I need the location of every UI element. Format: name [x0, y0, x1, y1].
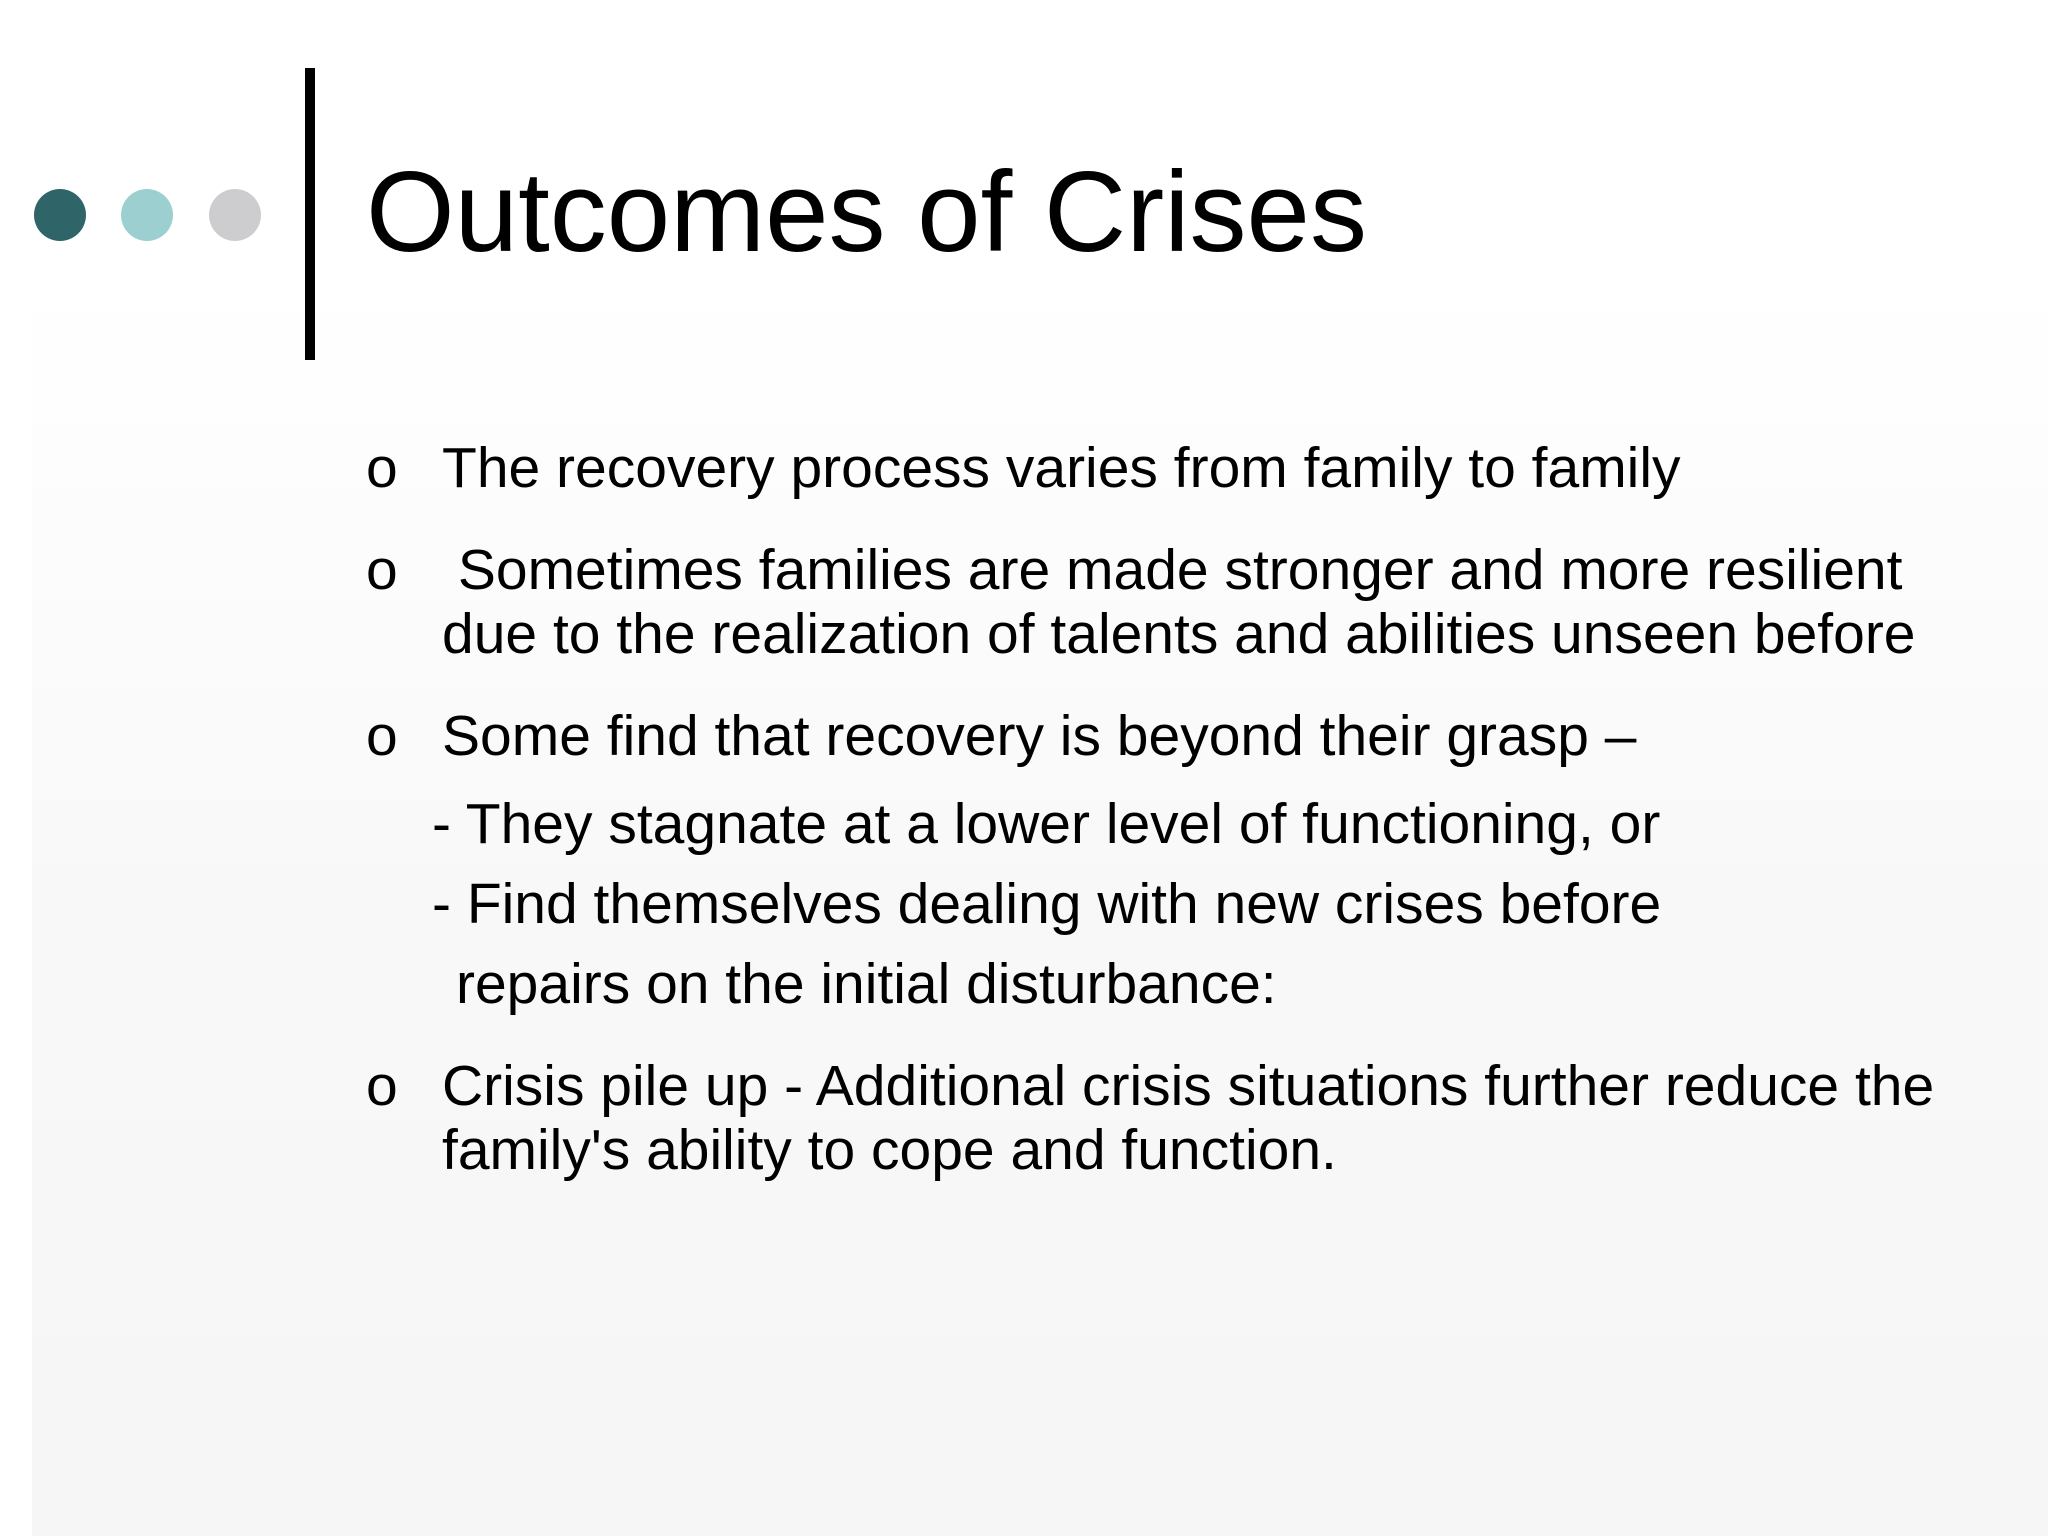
slide-title: Outcomes of Crises — [366, 149, 1367, 276]
bullet-item-recovery-beyond-grasp — [366, 704, 1966, 768]
bullet-text: Some find that recovery is beyond their grasp – — [442, 704, 1637, 768]
sub-item-new-crises-continued: repairs on the initial disturbance: — [456, 952, 1277, 1016]
decorative-dot-light-teal — [121, 189, 173, 241]
sub-item-new-crises: - Find themselves dealing with new crises before — [432, 872, 1662, 936]
bullet-item-crisis-pile-up — [366, 1054, 1966, 1182]
bullet-text: The recovery process varies from family to family — [442, 436, 1681, 500]
bullet-item-recovery-process — [366, 436, 1966, 500]
decorative-dot-gray — [209, 189, 261, 241]
title-divider-line — [305, 68, 315, 360]
bullet-text: Crisis pile up - Additional crisis situations further reduce the family's ability to cope and function. — [442, 1054, 1951, 1182]
bullet-marker: o — [366, 704, 398, 768]
bullet-marker: o — [366, 436, 398, 500]
sub-item-stagnate: - They stagnate at a lower level of functioning, or — [432, 792, 1661, 856]
bullet-item-stronger-families — [366, 538, 1966, 666]
sub-item-list — [366, 784, 1966, 1024]
decorative-dot-dark-teal — [34, 189, 86, 241]
bullet-marker: o — [366, 1054, 398, 1118]
bullet-marker: o — [366, 538, 398, 602]
slide-left-edge — [0, 0, 32, 1536]
slide-body — [366, 436, 1966, 1182]
bullet-text: Sometimes families are made stronger and more resilient due to the realization of talents and abilities unseen before — [442, 538, 1919, 666]
